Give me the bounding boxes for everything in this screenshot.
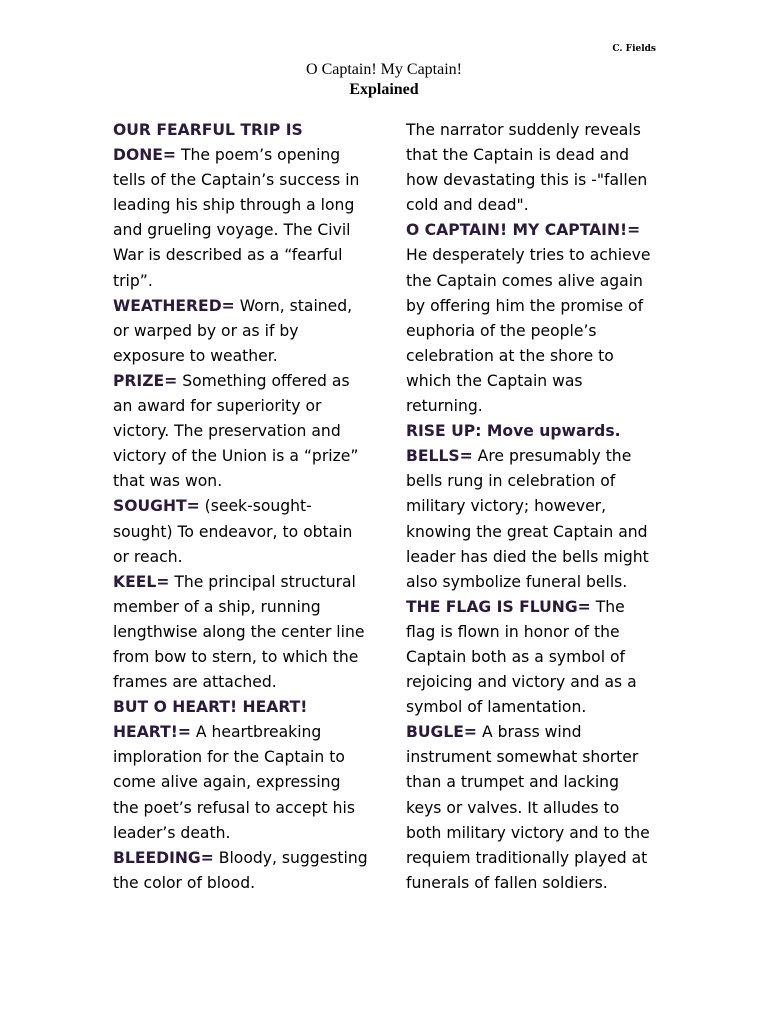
entry-term: PRIZE= [113, 371, 178, 390]
entry-term: BLEEDING= [113, 848, 214, 867]
glossary-entry [113, 369, 369, 494]
glossary-entry [406, 218, 658, 419]
entry-definition: Bloody, suggesting the color of blood. [113, 848, 368, 892]
entry-term: BUGLE= [406, 723, 478, 742]
glossary-entry [406, 444, 658, 595]
glossary-entry [406, 720, 658, 896]
glossary-entry [113, 846, 369, 896]
entry-definition: A heartbreaking imploration for the Captain to come alive again, expressing the poet’s refusal to accept his leader’s death. [113, 723, 355, 842]
title-line-1: O Captain! My Captain! [306, 61, 462, 78]
entry-definition: The principal structural member of a ship, running lengthwise along the center line from bow to stern, to which the frames are attached. [113, 572, 365, 692]
glossary-entry [113, 570, 369, 695]
author-name: C. Fields [612, 44, 656, 54]
glossary-entry [113, 494, 369, 569]
entry-term: THE FLAG IS FLUNG= [406, 597, 591, 616]
entry-term: RISE UP: Move upwards. [406, 422, 621, 441]
entry-definition: The flag is flown in honor of the Captain both as a symbol of rejoicing and victory and as a symbol of lamentation. [406, 597, 637, 717]
entry-definition: Something offered as an award for superiority or victory. The preservation and victory of the Union is a “prize” that was won. [113, 371, 359, 491]
glossary-entry [113, 118, 369, 294]
entry-definition: The narrator suddenly reveals that the Captain is dead and how devastating this is -"fallen cold and dead". [406, 121, 648, 215]
title-line-2: Explained [349, 81, 419, 98]
glossary-entry [113, 294, 369, 369]
glossary-entry [406, 419, 658, 444]
glossary-entry [113, 695, 369, 846]
entry-definition: The poem’s opening tells of the Captain’s success in leading his ship through a long and grueling voyage. The Civil War is described as a “fearful trip”. [113, 146, 360, 290]
entry-term: O CAPTAIN! MY CAPTAIN!= [406, 221, 641, 240]
entry-definition: Are presumably the bells rung in celebration of military victory; however, knowing the great Captain and leader has died the bells might also symbolize funeral bells. [406, 447, 649, 591]
entry-term: KEEL= [113, 572, 170, 591]
glossary-entry [406, 595, 658, 720]
entry-term: OUR FEARFUL TRIP IS DONE= [113, 121, 303, 165]
entry-term: BUT O HEART! HEART! HEART!= [113, 698, 308, 742]
entry-definition: (seek-sought-sought) To endeavor, to obtain or reach. [113, 497, 353, 566]
right-column [406, 118, 658, 896]
entry-term: SOUGHT= [113, 497, 200, 516]
entry-definition: Worn, stained, or warped by or as if by exposure to weather. [113, 296, 353, 365]
glossary-entry [406, 118, 658, 218]
entry-definition: He desperately tries to achieve the Captain comes alive again by offering him the promise of euphoria of the people’s celebration at the shore to which the Captain was returning. [406, 246, 651, 416]
entry-term: WEATHERED= [113, 296, 235, 315]
entry-definition: A brass wind instrument somewhat shorter than a trumpet and lacking keys or valves. It alludes to both military victory and to the requiem traditionally played at funerals of fallen soldiers. [406, 723, 650, 892]
entry-term: BELLS= [406, 447, 473, 466]
document-title [0, 60, 768, 100]
left-column [113, 118, 369, 896]
